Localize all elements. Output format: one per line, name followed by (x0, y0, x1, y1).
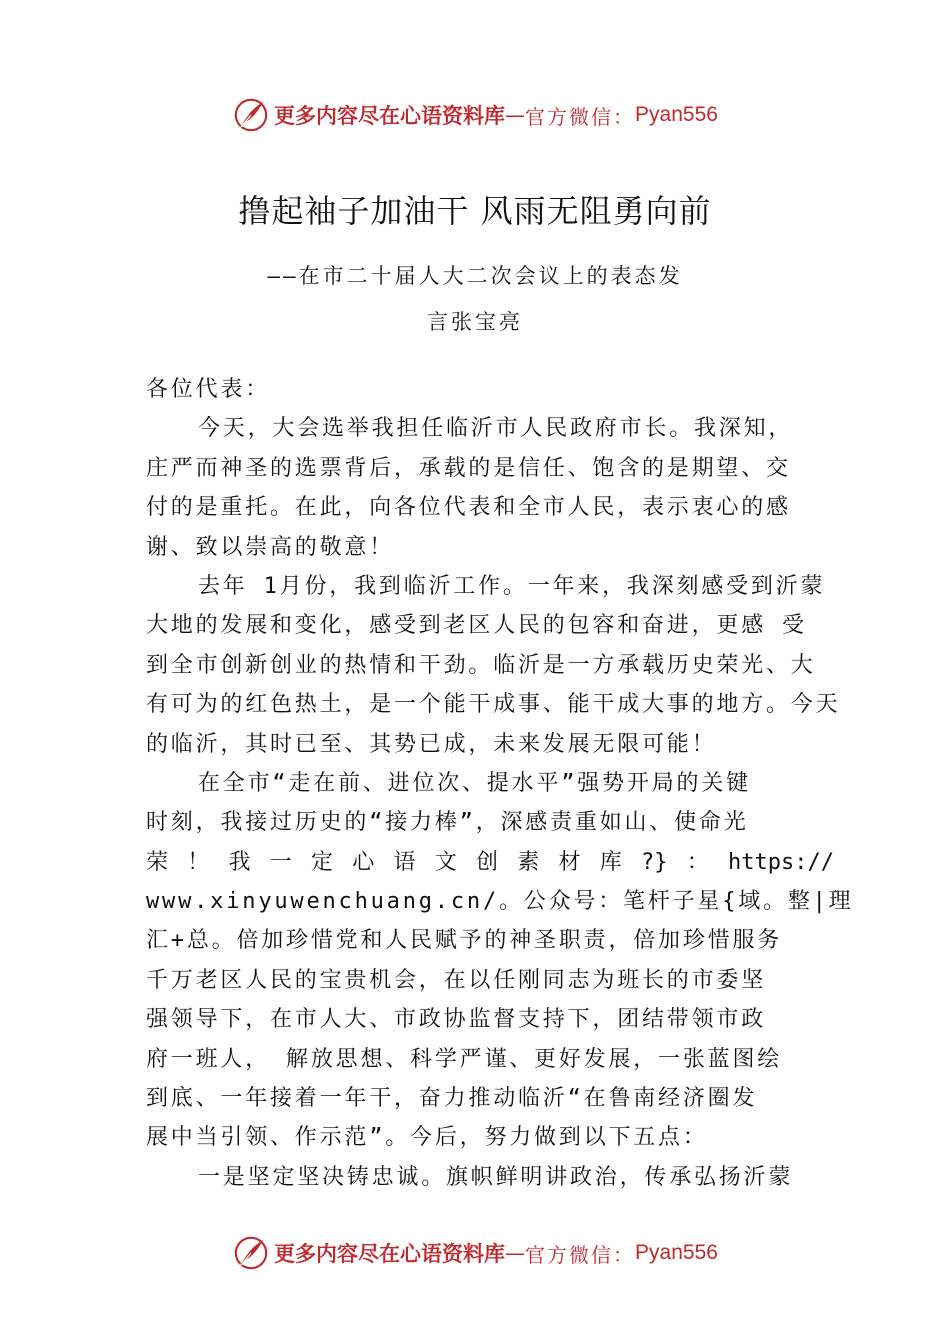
body-line-token: 我 (228, 849, 251, 875)
banner-dash: — (505, 1241, 526, 1265)
salutation: 各位代表： (146, 377, 271, 402)
body-line: 有可为的红色热土，是一个能干成事、能干成大事的地方。今天 (146, 692, 841, 718)
body-line: 付的是重托。在此，向各位代表和全市人民，表示衷心的感 (146, 495, 791, 521)
body-line: 千万老区人民的宝贵机会，在以任刚同志为班长的市委坚 (146, 967, 767, 993)
body-line: 大地的发展和变化，感受到老区人民的包容和奋进，更感 受 (146, 613, 807, 639)
body-line-token: 素 (517, 849, 540, 875)
body-line-token: 语 (393, 849, 416, 875)
body-line: 到底、一年接着一年干，奋力推动临沂“在鲁南经济圈发 (146, 1086, 758, 1112)
banner-wechat-id: Pyan556 (635, 103, 718, 126)
header-watermark-banner (0, 93, 950, 137)
body-line-token: 荣 (146, 849, 169, 875)
body-line: 谢、致以崇高的敬意！ (146, 534, 395, 560)
body-line-token: 库 (599, 849, 622, 875)
body-line-token: 一 (269, 849, 292, 875)
body-line-token: 创 (476, 849, 499, 875)
banner-wechat-id: Pyan556 (635, 1241, 718, 1264)
body-line-token: ?} (641, 849, 668, 875)
body-line: 府一班人， 解放思想、科学严谨、更好发展，一张蓝图绘 (146, 1046, 783, 1072)
body-line-justified (146, 843, 834, 882)
banner-brand-text: 更多内容尽在心语资料库 (274, 103, 506, 128)
banner-brand-text: 更多内容尽在心语资料库 (274, 1241, 506, 1266)
banner-wechat-label: 官方微信： (525, 1242, 636, 1267)
body-line-token: https:// (727, 849, 834, 875)
document-title: 撸起袖子加油干 风雨无阻勇向前 (238, 192, 712, 230)
body-line: 的临沂，其时已至、其势已成，未来发展无限可能！ (146, 731, 717, 757)
banner-dash: — (505, 103, 526, 127)
body-line: 庄严而神圣的选票背后，承载的是信任、饱含的是期望、交 (146, 455, 791, 481)
document-subtitle-line-2: 言张宝亮 (427, 310, 523, 334)
feather-quill-logo-icon (232, 1234, 270, 1272)
body-line: 在全市“走在前、进位次、提水平”强势开局的关键 (198, 770, 751, 796)
feather-quill-logo-icon (232, 96, 270, 134)
document-subtitle-line-1: ——在市二十届人大二次会议上的表态发 (267, 264, 683, 288)
body-line-token: ： (686, 849, 709, 875)
body-line: 汇+总。倍加珍惜党和人民赋予的神圣职责，倍加珍惜服务 (146, 928, 783, 954)
body-line: 今天，大会选举我担任临沂市人民政府市长。我深知， (198, 416, 794, 442)
body-line-token: 定 (311, 849, 334, 875)
footer-watermark-banner (0, 1231, 950, 1275)
body-line: 去年 1月份，我到临沂工作。一年来，我深刻感受到沂蒙 (198, 573, 826, 599)
body-line: 一是坚定坚决铸忠诚。旗帜鲜明讲政治，传承弘扬沂蒙 (198, 1164, 794, 1190)
body-line: 展中当引领、作示范”。今后，努力做到以下五点： (146, 1125, 708, 1151)
body-line: 强领导下，在市人大、市政协监督支持下，团结带领市政 (146, 1007, 767, 1033)
body-line-token: ！ (187, 849, 210, 875)
body-line: 到全市创新创业的热情和干劲。临沂是一方承载历史荣光、大 (146, 652, 816, 678)
body-line-token: 心 (352, 849, 375, 875)
body-line-token: 文 (434, 849, 457, 875)
body-line: www.xinyuwenchuang.cn/。公众号：笔杆子星{域。整|理 (146, 889, 854, 915)
banner-wechat-label: 官方微信： (525, 104, 636, 129)
body-line-token: 材 (558, 849, 581, 875)
document-body (146, 370, 854, 1197)
body-line: 时刻，我接过历史的“接力棒”，深感责重如山、使命光 (146, 810, 749, 836)
